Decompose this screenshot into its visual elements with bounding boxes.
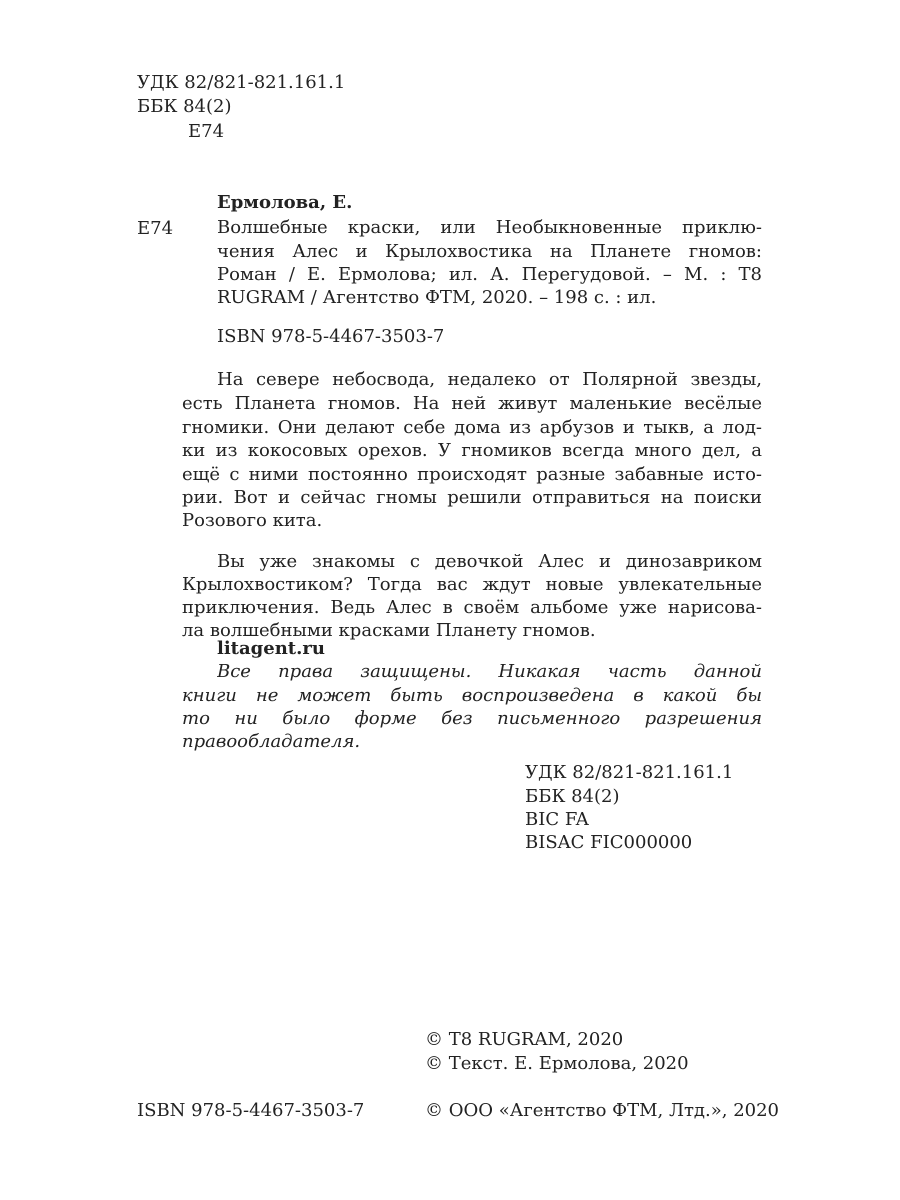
description-line: Волшебные краски, или Необыкновенные приклю- bbox=[217, 217, 762, 238]
site-link[interactable]: litagent.ru bbox=[217, 638, 325, 659]
copyright-line: © Т8 RUGRAM, 2020 bbox=[425, 1029, 624, 1050]
author-mark: Е74 bbox=[188, 121, 225, 142]
annotation-line: ла волшебными красками Планету гномов. bbox=[182, 620, 596, 641]
rights-line: то ни было форме без письменного разрешения bbox=[182, 708, 762, 729]
bic-code: BIC FA bbox=[525, 809, 589, 830]
record-isbn: ISBN 978-5-4467-3503-7 bbox=[217, 326, 445, 347]
udk-code: УДК 82/821-821.161.1 bbox=[525, 762, 734, 783]
rights-line: Все права защищены. Никакая часть данной bbox=[217, 661, 762, 682]
annotation-line: ки из кокосовых орехов. У гномиков всегда много дел, а bbox=[182, 440, 762, 461]
copyright-line: © ООО «Агентство ФТМ, Лтд.», 2020 bbox=[425, 1100, 779, 1121]
description-line: RUGRAM / Агентство ФТМ, 2020. – 198 с. : ил. bbox=[217, 287, 657, 308]
description-line: Роман / Е. Ермолова; ил. А. Перегудовой. – М. : Т8 bbox=[217, 264, 762, 285]
annotation-line: Вы уже знакомы с девочкой Алес и динозавриком bbox=[217, 551, 762, 572]
annotation-line: есть Планета гномов. На ней живут маленькие весёлые bbox=[182, 393, 762, 414]
annotation-line: На севере небосвода, недалеко от Полярной звезды, bbox=[217, 369, 762, 390]
annotation-line: ещё с ними постоянно происходят разные забавные исто- bbox=[182, 464, 762, 485]
annotation-line: гномики. Они делают себе дома из арбузов и тыкв, а лод- bbox=[182, 417, 762, 438]
footer-isbn: ISBN 978-5-4467-3503-7 bbox=[137, 1100, 365, 1121]
bbk-code: ББК 84(2) bbox=[137, 96, 232, 117]
annotation-line: Крылохвостиком? Тогда вас ждут новые увлекательные bbox=[182, 574, 762, 595]
rights-line: правообладателя. bbox=[182, 731, 361, 752]
description-line: чения Алес и Крылохвостика на Планете гномов: bbox=[217, 241, 762, 262]
annotation-line: приключения. Ведь Алес в своём альбоме уже нарисова- bbox=[182, 597, 762, 618]
udk-code: УДК 82/821-821.161.1 bbox=[137, 72, 346, 93]
rights-line: книги не может быть воспроизведена в какой бы bbox=[182, 685, 762, 706]
bbk-code: ББК 84(2) bbox=[525, 786, 620, 807]
copyright-line: © Текст. Е. Ермолова, 2020 bbox=[425, 1053, 689, 1074]
author-name: Ермолова, Е. bbox=[217, 192, 353, 213]
annotation-line: рии. Вот и сейчас гномы решили отправиться на поиски bbox=[182, 487, 762, 508]
bisac-code: BISAC FIC000000 bbox=[525, 832, 693, 853]
record-author-mark: Е74 bbox=[137, 218, 174, 239]
annotation-line: Розового кита. bbox=[182, 510, 323, 531]
